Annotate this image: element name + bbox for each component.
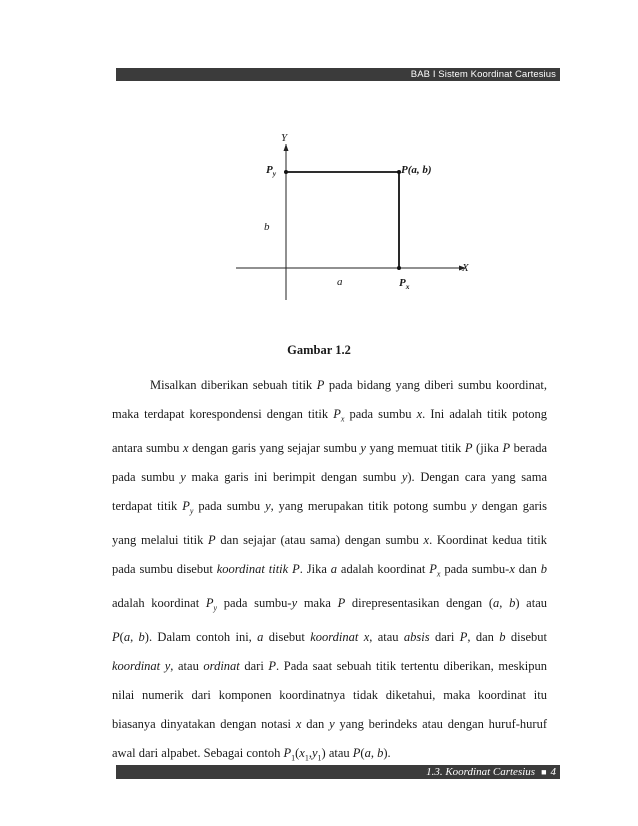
coordinate-diagram [0,120,638,300]
segment-b-label: b [264,221,270,233]
point-px-label: $P_x$ [399,277,410,292]
running-header [116,68,560,81]
point-py [284,170,288,174]
text-line: adalah koordinat $P_y$ pada sumbu-y maka P direpresentasikan dengan (a, b) atau [112,595,547,613]
point-py-label: $P_y$ [266,164,277,179]
text-line: koordinat y, atau ordinat dari P. Pada saat sebuah titik tertentu diberikan, meskipun [112,658,548,673]
header-title: BAB I Sistem Koordinat Cartesius [410,69,556,80]
text-line: pada sumbu y maka garis ini berimpit dengan sumbu y). Dengan cara yang sama [112,470,547,485]
body-paragraph [112,371,547,773]
text-line: terdapat titik $P_y$ pada sumbu y, yang merupakan titik potong sumbu y dengan garis [112,499,548,516]
point-px [397,266,401,270]
x-axis-label: X [462,262,469,274]
text-line: yang melalui titik P dan sejajar (atau sama) dengan sumbu x. Koordinat kedua titik [112,533,547,548]
footer-section: 1.3. Koordinat Cartesius [426,766,536,778]
text-line: maka terdapat korespondensi dengan titik $P_x$ pada sumbu x. Ini adalah titik potong [112,407,547,424]
text-line: pada sumbu disebut koordinat titik P. Jika a adalah koordinat $P_x$ pada sumbu-x dan b [112,562,547,579]
pointer-icon: ■ [541,767,547,777]
y-axis-arrow [284,144,289,151]
text-line: antara sumbu x dengan garis yang sejajar sumbu y yang memuat titik P (jika P berada [112,440,547,455]
text-line: nilai numerik dari komponen koordinatnya tidak diketahui, maka koordinat itu [112,688,547,703]
text-line: P(a, b). Dalam contoh ini, a disebut koordinat x, atau absis dari P, dan b disebut [112,629,548,644]
coordinate-figure [0,120,638,300]
text-line: Misalkan diberikan sebuah titik P pada bidang yang diberi sumbu koordinat, [150,378,547,392]
text-line: biasanya dinyatakan dengan notasi x dan y yang berindeks atau dengan huruf-huruf [112,717,547,732]
running-footer [116,765,560,779]
y-axis-label: Y [281,132,288,144]
page-number: 4 [550,766,556,778]
figure-caption: Gambar 1.2 [287,343,351,357]
point-p-label: P(a, b) [401,164,432,176]
segment-a-label: a [337,276,343,288]
text-line: awal dari alpabet. Sebagai contoh $P_1(x_1,y_1)$ atau P(a, b). [112,746,391,763]
